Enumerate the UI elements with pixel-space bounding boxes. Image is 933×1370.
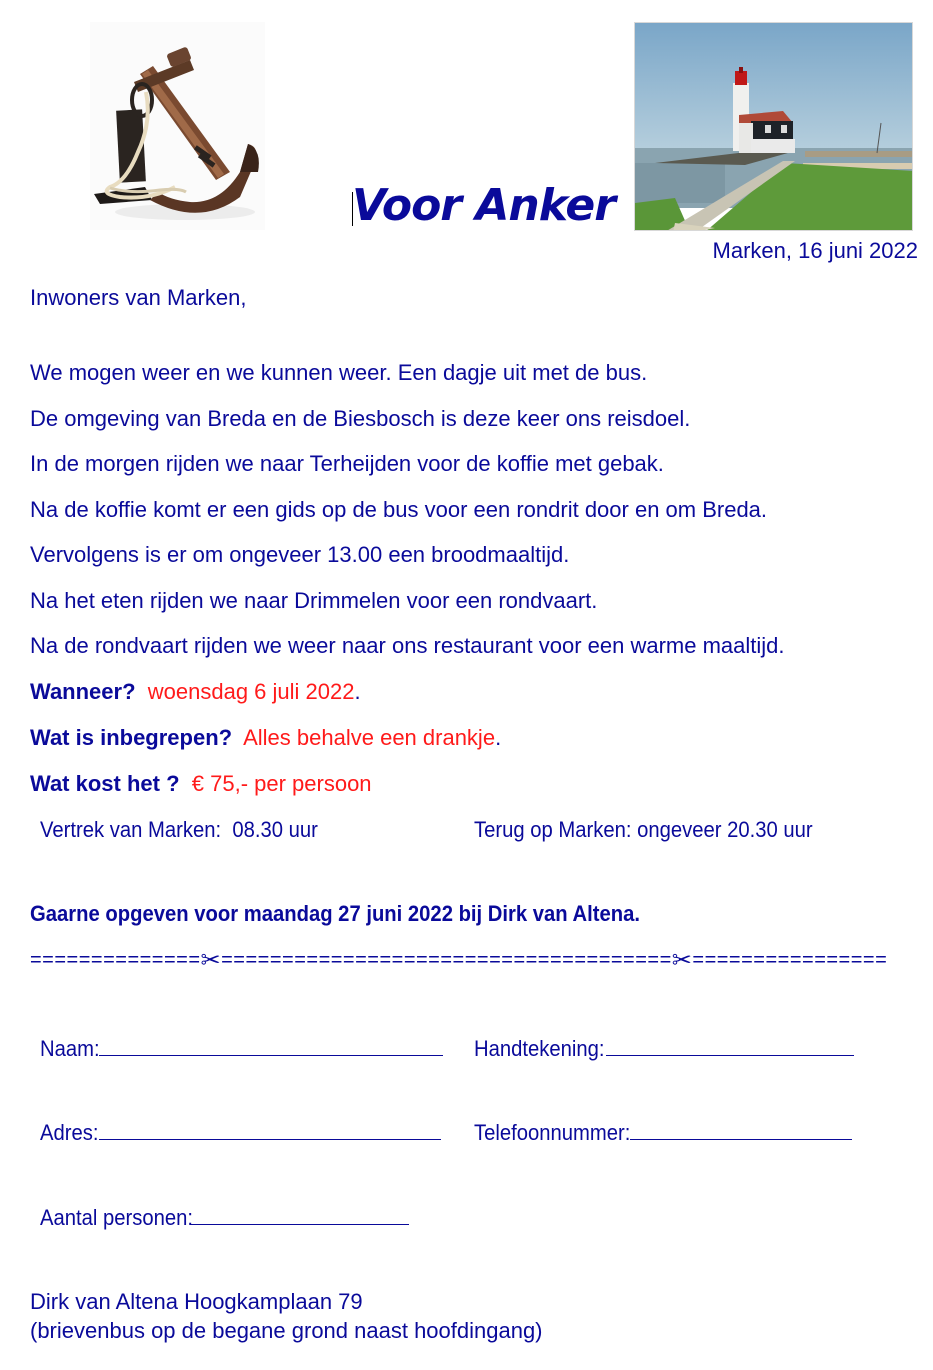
scissors-icon: ✂	[671, 947, 693, 974]
return-text: Terug op Marken: ongeveer 20.30 uur	[474, 817, 813, 842]
page-title: Voor Anker	[352, 180, 615, 231]
signup-text: Gaarne opgeven voor maandag 27 juni 2022 bij Dirk van Altena.	[30, 901, 641, 926]
detail-included	[30, 725, 501, 751]
salutation: Inwoners van Marken,	[30, 285, 247, 310]
footer-address: Dirk van Altena Hoogkamplaan 79	[30, 1289, 363, 1314]
cut-line-right: ================	[692, 949, 888, 971]
field-label: Adres:	[40, 1120, 99, 1145]
address-input-line[interactable]	[99, 1119, 441, 1140]
form-field-persons	[40, 1204, 409, 1231]
form-field-signature	[474, 1035, 854, 1062]
detail-label: Wat is inbegrepen?	[30, 725, 233, 750]
detail-label: Wanneer?	[30, 679, 136, 704]
detail-suffix: .	[354, 679, 361, 704]
form-field-name	[40, 1035, 443, 1062]
form-field-address	[40, 1119, 441, 1146]
signature-input-line[interactable]	[606, 1035, 854, 1056]
detail-value: Alles behalve een drankje	[243, 725, 496, 750]
paragraph-line: Na de koffie komt er een gids op de bus voor een rondrit door en om Breda.	[30, 497, 768, 522]
cut-line-left: ==============	[30, 949, 201, 971]
lighthouse-photo	[634, 22, 913, 231]
detail-cost	[30, 771, 372, 797]
paragraph-line: De omgeving van Breda en de Biesbosch is deze keer ons reisdoel.	[30, 406, 691, 431]
paragraph-line: Na de rondvaart rijden we weer naar ons restaurant voor een warme maaltijd.	[30, 633, 785, 658]
detail-value: woensdag 6 juli 2022	[147, 679, 355, 704]
departure-text: Vertrek van Marken: 08.30 uur	[40, 817, 318, 842]
paragraph-line: We mogen weer en we kunnen weer. Een dagje uit met de bus.	[30, 360, 648, 385]
paragraph-line: Na het eten rijden we naar Drimmelen voor een rondvaart.	[30, 588, 598, 613]
field-label: Telefoonnummer:	[474, 1120, 631, 1145]
lighthouse-icon	[635, 23, 913, 231]
field-label: Aantal personen:	[40, 1205, 194, 1230]
footer-note: (brievenbus op de begane grond naast hoofdingang)	[30, 1318, 543, 1343]
anchor-icon	[90, 22, 265, 230]
scissors-icon: ✂	[200, 947, 222, 974]
persons-input-line[interactable]	[191, 1204, 409, 1225]
anchor-image	[90, 22, 265, 230]
cut-line-middle: =====================================	[221, 949, 672, 971]
detail-suffix: .	[495, 725, 502, 750]
return-time	[474, 817, 842, 843]
cut-line	[30, 947, 887, 974]
paragraph-line: Vervolgens is er om ongeveer 13.00 een broodmaaltijd.	[30, 542, 570, 567]
signup-instruction	[30, 901, 693, 927]
field-label: Handtekening:	[474, 1036, 605, 1061]
departure-time	[40, 817, 342, 843]
form-field-phone	[474, 1119, 852, 1146]
field-label: Naam:	[40, 1036, 100, 1061]
paragraph-line: In de morgen rijden we naar Terheijden voor de koffie met gebak.	[30, 451, 664, 476]
detail-value: € 75,- per persoon	[191, 771, 372, 796]
place-date: Marken, 16 juni 2022	[712, 238, 918, 263]
phone-input-line[interactable]	[630, 1119, 852, 1140]
detail-when	[30, 679, 361, 705]
detail-label: Wat kost het ?	[30, 771, 180, 796]
name-input-line[interactable]	[99, 1035, 443, 1056]
